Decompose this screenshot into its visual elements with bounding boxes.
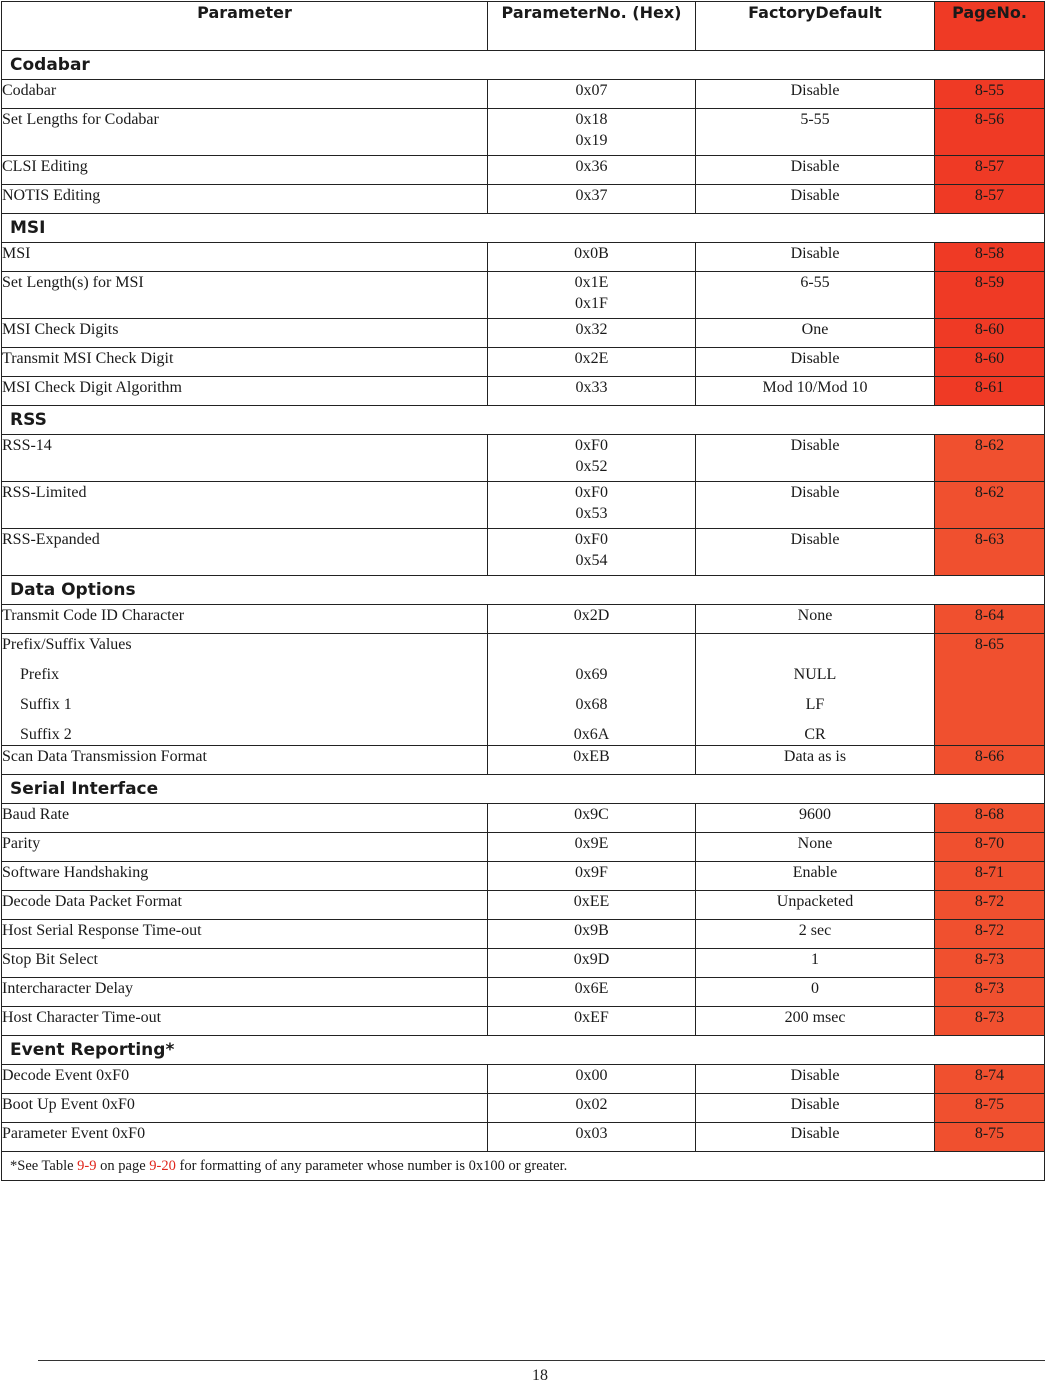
default-value-cell [696,80,935,109]
page-number-cell-line: 8-56 [974,111,1005,128]
parameter-cell [2,319,488,348]
default-value-cell [696,833,935,862]
hex-number-cell [488,634,696,746]
parameter-cell [2,348,488,377]
table-row [2,156,1045,185]
hex-number-cell-line: 0x9D [573,951,610,968]
table-row [2,435,1045,482]
default-value-cell-line: 2 sec [798,922,832,939]
parameter-cell-line: RSS-Limited [2,484,87,501]
table-row [2,920,1045,949]
hex-number-cell [488,1094,696,1123]
page-number-cell-line: 8-73 [974,1009,1005,1026]
page-number-cell-line: 8-60 [974,350,1005,367]
default-value-cell [696,746,935,775]
page-number-cell[interactable] [935,185,1045,214]
section-header-row [2,775,1045,804]
default-value-cell-line [696,130,934,151]
header-parameter: Parameter [2,2,488,51]
parameter-cell-line: Software Handshaking [2,864,149,881]
hex-number-cell-line: 0x02 [575,1096,608,1113]
default-value-cell-line: Mod 10/Mod 10 [762,379,868,396]
table-row [2,185,1045,214]
parameter-cell [2,1094,488,1123]
page-reference-link[interactable]: 9-20 [149,1158,176,1174]
page-number-cell[interactable] [935,833,1045,862]
page-number-cell[interactable] [935,435,1045,482]
default-value-cell [696,891,935,920]
hex-number-cell-line: 0x1F [575,295,608,312]
parameter-defaults-table [1,1,1045,1181]
hex-number-cell-line: 0x9F [575,864,608,881]
hex-number-cell [488,920,696,949]
section-title: Data Options [2,576,1045,605]
default-value-cell-line [696,503,934,524]
hex-number-cell [488,833,696,862]
hex-number-cell-line: 0x2D [573,607,610,624]
parameter-cell-line [2,130,487,151]
table-row [2,109,1045,156]
default-value-cell-line: Unpacketed [776,893,854,910]
page-number-cell-line [935,293,1044,314]
table-body [2,51,1045,1152]
parameter-cell-line: Host Character Time-out [2,1009,162,1026]
hex-number-cell-line: 0x19 [575,132,608,149]
hex-number-cell-line: 0x1E [574,274,609,291]
parameter-cell [2,185,488,214]
default-value-cell [696,529,935,576]
page-number-cell-line: 8-60 [974,321,1005,338]
page-number-cell-line [935,550,1044,571]
parameter-cell-line: Set Length(s) for MSI [2,274,144,291]
page-number-cell-line: 8-63 [974,531,1005,548]
table-row [2,80,1045,109]
page-number-cell-line [935,724,1044,745]
default-value-cell [696,949,935,978]
default-value-cell-line: NULL [793,666,837,683]
hex-number-cell-line: 0x6A [573,726,610,743]
header-param-no: ParameterNo. (Hex) [488,2,696,51]
default-value-cell-line: Disable [790,484,840,501]
parameter-cell [2,435,488,482]
default-value-cell-line: Disable [790,1067,840,1084]
section-title: Serial Interface [2,775,1045,804]
page-number-cell-line [935,456,1044,477]
default-value-cell-line: Disable [790,531,840,548]
parameter-cell-line: Scan Data Transmission Format [2,748,207,765]
parameter-cell [2,804,488,833]
default-value-cell-line: Disable [790,82,840,99]
hex-number-cell-line: 0xEF [574,1009,609,1026]
default-value-cell-line: Enable [792,864,838,881]
default-value-cell [696,605,935,634]
parameter-cell [2,891,488,920]
page-number-cell-line: 8-66 [974,748,1005,765]
page-number-cell-line: 8-64 [974,607,1005,624]
hex-number-cell-line: 0xEB [573,748,610,765]
table-row [2,529,1045,576]
page-number-cell-line: 8-75 [974,1096,1005,1113]
default-value-cell [696,156,935,185]
header-factory-default: FactoryDefault [696,2,935,51]
page-number-cell-line: 8-65 [974,636,1005,653]
default-value-cell-line: Disable [790,187,840,204]
hex-number-cell-line: 0xF0 [575,531,608,548]
section-title: Event Reporting* [2,1036,1045,1065]
table-header [2,2,1045,51]
hex-number-cell-line: 0x9E [574,835,609,852]
hex-number-cell-line: 0x6E [574,980,609,997]
parameter-cell [2,920,488,949]
parameter-cell-line: Parameter Event 0xF0 [2,1125,146,1142]
footer-rule [38,1360,1045,1361]
default-value-cell-line: Disable [790,245,840,262]
default-value-cell-line [696,456,934,477]
table-row [2,634,1045,746]
parameter-cell-line: Prefix/Suffix Values [2,636,132,653]
table-row [2,1007,1045,1036]
parameter-cell [2,605,488,634]
section-title: MSI [2,214,1045,243]
page-number-cell-line: 8-70 [974,835,1005,852]
hex-number-cell [488,80,696,109]
page-number-cell[interactable] [935,80,1045,109]
hex-number-cell [488,482,696,529]
page-number-cell[interactable] [935,272,1045,319]
page-number-cell-line: 8-62 [974,484,1005,501]
default-value-cell [696,1065,935,1094]
table-row [2,1094,1045,1123]
parameter-cell-line: Host Serial Response Time-out [2,922,202,939]
parameter-cell-line: MSI [2,245,31,262]
table-row [2,272,1045,319]
table-row [2,746,1045,775]
hex-number-cell [488,185,696,214]
table-row [2,833,1045,862]
parameter-cell-line: Stop Bit Select [2,951,98,968]
hex-number-cell-line: 0x0B [574,245,609,262]
default-value-cell-line: Disable [790,350,840,367]
page-number-cell[interactable] [935,891,1045,920]
page-number-cell[interactable] [935,243,1045,272]
parameter-cell-line: Set Lengths for Codabar [2,111,159,128]
default-value-cell-line: One [801,321,829,338]
page-number-cell-line: 8-59 [974,274,1005,291]
parameter-cell-line: MSI Check Digits [2,321,119,338]
hex-number-cell-line: 0x32 [575,321,608,338]
default-value-cell-line [696,550,934,571]
hex-number-cell [488,891,696,920]
table-row [2,1065,1045,1094]
parameter-cell [2,833,488,862]
table-row [2,891,1045,920]
parameter-cell [2,243,488,272]
default-value-cell-line: 200 msec [784,1009,846,1026]
parameter-cell [2,1007,488,1036]
page-number-cell[interactable] [935,156,1045,185]
page-number-cell[interactable] [935,319,1045,348]
page-number-cell[interactable] [935,605,1045,634]
default-value-cell [696,319,935,348]
parameter-cell-line: RSS-Expanded [2,531,100,548]
parameter-cell-line [2,456,487,477]
table-row [2,319,1045,348]
parameter-cell [2,746,488,775]
page-number-cell-line: 8-55 [974,82,1005,99]
parameter-cell-line: Parity [2,835,41,852]
parameter-cell-line: Baud Rate [2,806,70,823]
table-row [2,804,1045,833]
hex-number-cell-line: 0x54 [575,552,608,569]
section-header-row [2,576,1045,605]
page-number-cell-line: 8-57 [974,187,1005,204]
hex-number-cell-line: 0x18 [575,111,608,128]
page-number-cell[interactable] [935,634,1045,746]
hex-number-cell [488,605,696,634]
hex-number-cell [488,156,696,185]
hex-number-cell [488,862,696,891]
hex-number-cell-line: 0x52 [575,458,608,475]
default-value-cell [696,634,935,746]
parameter-cell-line: RSS-14 [2,437,52,454]
table-row [2,348,1045,377]
parameter-cell-line: Suffix 1 [20,696,72,713]
page-number-cell-line: 8-68 [974,806,1005,823]
table-row [2,243,1045,272]
table-row [2,949,1045,978]
default-value-cell [696,862,935,891]
page-number-cell[interactable] [935,482,1045,529]
table-row [2,482,1045,529]
parameter-cell [2,1123,488,1152]
hex-number-cell [488,319,696,348]
page-number-cell-line [935,130,1044,151]
default-value-cell [696,185,935,214]
hex-number-cell [488,804,696,833]
hex-number-cell-line: 0x36 [575,158,608,175]
default-value-cell-line [696,293,934,314]
header-page-no: PageNo. [935,2,1045,51]
hex-number-cell-line: 0xF0 [575,484,608,501]
hex-number-cell-line [488,634,695,655]
default-value-cell-line: None [797,607,833,624]
page-number-cell-line: 8-74 [974,1067,1005,1084]
page-number-cell[interactable] [935,109,1045,156]
hex-number-cell [488,1123,696,1152]
default-value-cell [696,243,935,272]
parameter-cell [2,156,488,185]
parameter-cell-line: NOTIS Editing [2,187,101,204]
parameter-cell-line: Decode Data Packet Format [2,893,182,910]
hex-number-cell [488,746,696,775]
page-number-cell-line: 8-57 [974,158,1005,175]
parameter-cell-line [2,293,487,314]
page-number-cell[interactable] [935,1007,1045,1036]
parameter-cell-line: MSI Check Digit Algorithm [2,379,182,396]
page-number-cell[interactable] [935,804,1045,833]
default-value-cell [696,348,935,377]
hex-number-cell [488,529,696,576]
section-title: Codabar [2,51,1045,80]
page-number-cell[interactable] [935,1123,1045,1152]
table-row [2,377,1045,406]
default-value-cell-line: 6-55 [800,274,830,291]
hex-number-cell [488,377,696,406]
page-number-cell[interactable] [935,377,1045,406]
parameter-cell [2,377,488,406]
table-row [2,978,1045,1007]
default-value-cell [696,272,935,319]
hex-number-cell-line: 0x00 [575,1067,608,1084]
page-number-cell[interactable] [935,1065,1045,1094]
section-header-row [2,406,1045,435]
default-value-cell [696,920,935,949]
parameter-cell [2,482,488,529]
parameter-cell-line: Decode Event 0xF0 [2,1067,130,1084]
default-value-cell-line: Data as is [783,748,847,765]
parameter-cell [2,109,488,156]
parameter-cell-line: Transmit Code ID Character [2,607,185,624]
default-value-cell-line: Disable [790,158,840,175]
page-number-cell[interactable] [935,348,1045,377]
hex-number-cell [488,1007,696,1036]
parameter-cell [2,529,488,576]
parameter-cell-line: Codabar [2,82,57,99]
page-number-cell-line: 8-72 [974,922,1005,939]
default-value-cell [696,804,935,833]
hex-number-cell-line: 0xF0 [575,437,608,454]
page-number-cell-line: 8-75 [974,1125,1005,1142]
section-header-row [2,1036,1045,1065]
table-row [2,1123,1045,1152]
page-number-cell[interactable] [935,920,1045,949]
section-header-row [2,51,1045,80]
hex-number-cell [488,949,696,978]
parameter-cell [2,949,488,978]
default-value-cell [696,435,935,482]
page-number-cell-line: 8-73 [974,980,1005,997]
parameter-cell-line [2,503,487,524]
default-value-cell-line: None [797,835,833,852]
hex-number-cell-line: 0x37 [575,187,608,204]
hex-number-cell-line: 0x53 [575,505,608,522]
default-value-cell-line: 9600 [799,806,831,823]
hex-number-cell [488,272,696,319]
default-value-cell [696,1123,935,1152]
parameter-cell-line: Prefix [20,666,60,683]
default-value-cell [696,109,935,156]
page-number-cell[interactable] [935,978,1045,1007]
parameter-cell-line: Intercharacter Delay [2,980,134,997]
parameter-cell [2,862,488,891]
page-number-cell-line [935,694,1044,715]
default-value-cell-line [696,634,934,655]
default-value-cell [696,978,935,1007]
hex-number-cell-line: 0x03 [575,1125,608,1142]
table-row [2,862,1045,891]
page-number-cell-line: 8-58 [974,245,1005,262]
hex-number-cell-line: 0x9B [574,922,609,939]
hex-number-cell-line: 0xEE [573,893,610,910]
table-reference-link[interactable]: 9-9 [77,1158,97,1174]
page-number-cell-line: 8-62 [974,437,1005,454]
parameter-cell [2,272,488,319]
hex-number-cell-line: 0x69 [575,666,608,683]
page-number-cell-line: 8-73 [974,951,1005,968]
footnote: *See Table 9-9 on page 9-20 for formatting of any parameter whose number is 0x100 or greater. [2,1152,1045,1181]
page-number-cell[interactable] [935,529,1045,576]
parameter-cell [2,978,488,1007]
page-number-cell-line [935,664,1044,685]
hex-number-cell [488,348,696,377]
page-number: 18 [532,1367,548,1384]
default-value-cell [696,377,935,406]
hex-number-cell-line: 0x9C [574,806,609,823]
default-value-cell [696,482,935,529]
section-title: RSS [2,406,1045,435]
default-value-cell-line: 0 [811,980,819,997]
parameter-cell [2,80,488,109]
default-value-cell-line: Disable [790,1125,840,1142]
footnote-row [2,1152,1045,1181]
page-number-cell[interactable] [935,949,1045,978]
parameter-cell-line [2,550,487,571]
hex-number-cell [488,243,696,272]
default-value-cell-line: 1 [811,951,819,968]
parameter-cell [2,634,488,746]
default-value-cell-line: Disable [790,437,840,454]
hex-number-cell [488,1065,696,1094]
parameter-cell-line: Transmit MSI Check Digit [2,350,174,367]
default-value-cell-line: LF [805,696,825,713]
page-number-cell-line: 8-71 [974,864,1005,881]
hex-number-cell-line: 0x33 [575,379,608,396]
hex-number-cell [488,435,696,482]
default-value-cell-line: 5-55 [800,111,830,128]
parameter-cell [2,1065,488,1094]
hex-number-cell-line: 0x2E [574,350,609,367]
section-header-row [2,214,1045,243]
page-number-cell-line: 8-61 [974,379,1005,396]
default-value-cell-line: Disable [790,1096,840,1113]
default-value-cell-line: CR [804,726,826,743]
hex-number-cell-line: 0x07 [575,82,608,99]
default-value-cell [696,1094,935,1123]
page-number-cell[interactable] [935,746,1045,775]
parameter-cell-line: Suffix 2 [20,726,72,743]
table-row [2,605,1045,634]
default-value-cell [696,1007,935,1036]
page-number-cell[interactable] [935,1094,1045,1123]
parameter-cell-line: Boot Up Event 0xF0 [2,1096,135,1113]
page-number-cell-line [935,503,1044,524]
hex-number-cell [488,978,696,1007]
page-number-cell[interactable] [935,862,1045,891]
hex-number-cell-line: 0x68 [575,696,608,713]
parameter-cell-line: CLSI Editing [2,158,88,175]
page-number-cell-line: 8-72 [974,893,1005,910]
hex-number-cell [488,109,696,156]
